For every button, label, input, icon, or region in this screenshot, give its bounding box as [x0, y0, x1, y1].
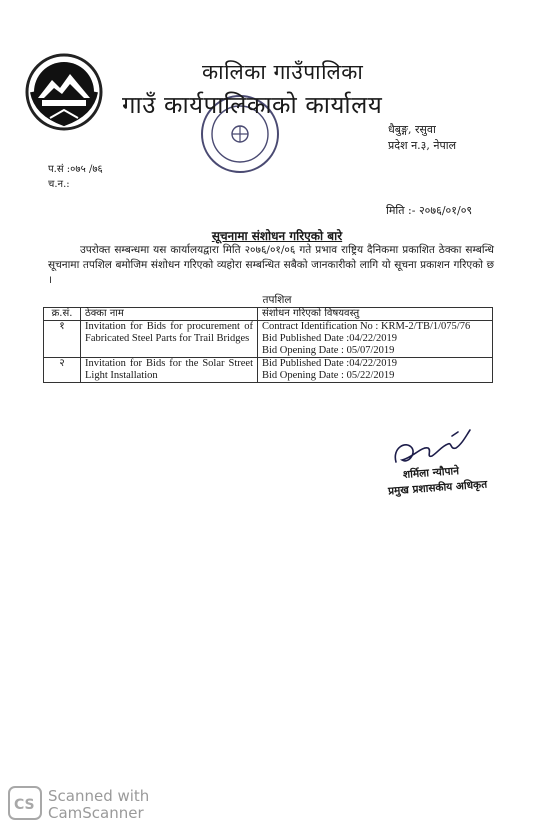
table-header-row	[44, 308, 493, 321]
amendment-line: Bid Opening Date : 05/22/2019	[262, 370, 395, 381]
camscanner-logo-icon	[8, 786, 42, 820]
amendment-line: Bid Opening Date : 05/07/2019	[262, 345, 395, 356]
header-serial: क्र.सं.	[44, 308, 81, 321]
amendment-line: Bid Published Date :04/22/2019	[262, 358, 398, 369]
letter-date: मिति :- २०७६/०१/०९	[386, 204, 473, 217]
subject-text: सूचनामा संशोधन गरिएको बारे	[211, 229, 343, 243]
header-contract-name: ठेक्का नाम	[81, 308, 258, 321]
address-line-1: धैबुङ्ग, रसुवा	[388, 123, 436, 136]
address-line-2: प्रदेश न.३, नेपाल	[388, 139, 457, 152]
amendment-table	[43, 307, 493, 383]
letter-number: प.सं :०७५ /७६	[48, 164, 103, 175]
subject-line	[0, 227, 554, 244]
watermark-line-2: CamScanner	[48, 804, 144, 822]
row-serial: २	[44, 358, 81, 383]
table-row	[44, 358, 493, 383]
office-title: गाउँ कार्यपालिकाको कार्यालय	[122, 91, 383, 119]
office-name: कालिका गाउँपालिका	[202, 60, 364, 84]
signatory-name: शर्मिला न्यौपाने	[402, 465, 460, 481]
body-paragraph: उपरोक्त सम्बन्धमा यस कार्यालयद्वारा मिति २०७६/०१/०६ गते प्रभाव राष्ट्रिय दैनिकमा प्रकाशित ठेक्का सम्बन्धि सूचनामा तपशिल बमोजिम संशोधन गरिएको व्यहोरा सम्बन्धित सबैको जानकारीको लागि यो सूचना प्रकाशन गरिएको छ ।	[48, 244, 494, 286]
municipality-logo	[24, 52, 104, 132]
signatory-title: प्रमुख प्रशासकीय अधिकृत	[387, 478, 488, 498]
watermark-line-1: Scanned with	[48, 787, 150, 805]
row-serial: १	[44, 321, 81, 358]
row-contract-name: Invitation for Bids for the Solar Street Light Installation	[81, 358, 258, 383]
amendment-line: Contract Identification No : KRM-2/TB/1/075/76	[262, 321, 471, 332]
row-amendment	[258, 358, 493, 383]
svg-text:CS: CS	[14, 797, 35, 813]
table-label: तपशिल	[262, 294, 292, 306]
row-contract-name: Invitation for Bids for procurement of Fabricated Steel Parts for Trail Bridges	[81, 321, 258, 358]
row-amendment	[258, 321, 493, 358]
amendment-line: Bid Published Date :04/22/2019	[262, 333, 398, 344]
header-amended-content: संशोधन गरिएको विषयवस्तु	[258, 308, 493, 321]
dispatch-number: च.न.:	[48, 179, 70, 190]
table-row	[44, 321, 493, 358]
